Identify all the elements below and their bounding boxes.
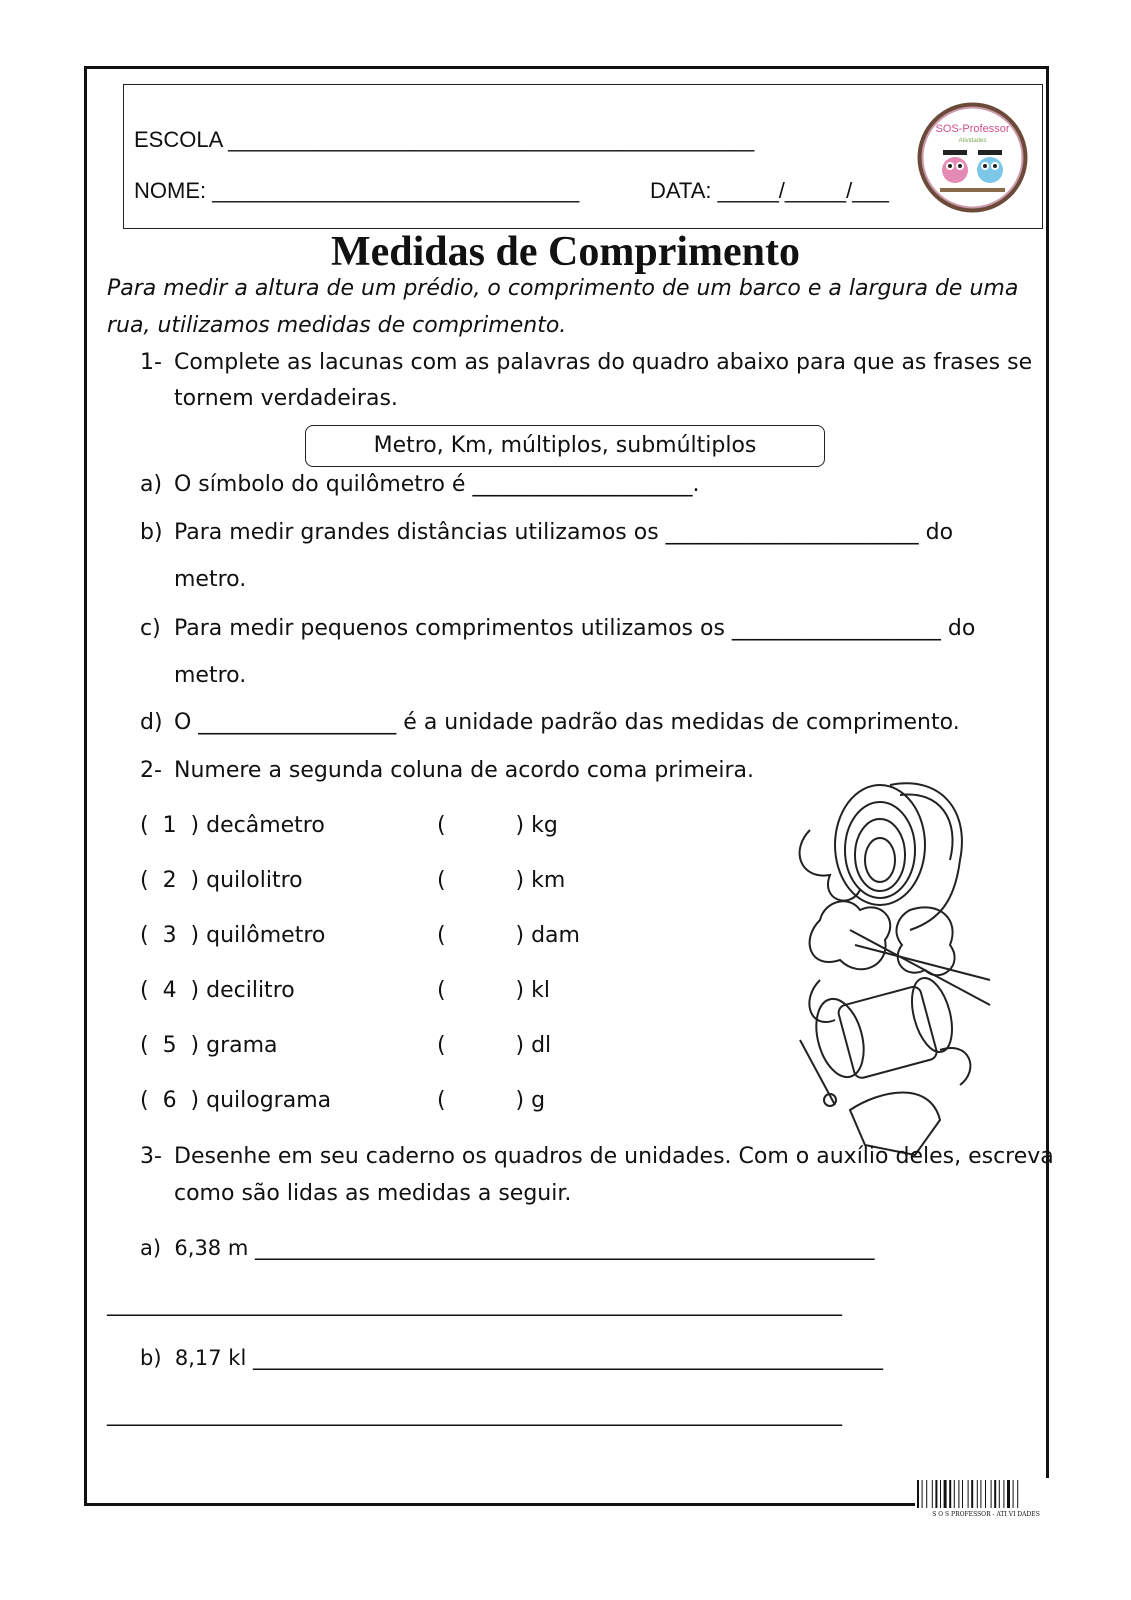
svg-text:SOS-Professor: SOS-Professor [935,123,1010,135]
q1b-text: Para medir grandes distâncias utilizamos os _______________________ do [174,520,954,545]
q2-left-item: ( 1 ) decâmetro [140,813,325,838]
header-box [123,84,1043,229]
q2-right-item: ( ) g [437,1088,546,1113]
barcode-bar [977,1480,978,1508]
q3-number: 3- [140,1144,162,1169]
q1-text-line-1: Complete as lacunas com as palavras do quadro abaixo para que as frases se [174,350,1033,375]
q2-right-item: ( ) kl [437,978,550,1003]
barcode-bar [980,1480,981,1508]
q1b-letter: b) [140,520,163,545]
q2-right-item: ( ) dam [437,923,580,948]
q1-number: 1- [140,350,162,375]
q1a-text: O símbolo do quilômetro é ____________________. [174,472,700,497]
q2-left-item: ( 5 ) grama [140,1033,278,1058]
barcode-bar [1007,1480,1010,1508]
q1-text-line-2: tornem verdadeiras. [174,386,398,411]
barcode-bar [932,1480,933,1508]
q1d-letter: d) [140,710,163,735]
barcode-bar [949,1480,951,1508]
q1c-text-cont: metro. [174,663,247,688]
date-field: DATA: _____/_____/___ [650,178,889,203]
q1d-text: O __________________ é a unidade padrão das medidas de comprimento. [174,710,960,735]
q2-left-item: ( 6 ) quilograma [140,1088,332,1113]
q2-right-item: ( ) dl [437,1033,552,1058]
q2-left-item: ( 4 ) decilitro [140,978,295,1003]
name-field: NOME: ______________________________ [134,178,580,203]
barcode-bar [994,1480,996,1508]
q1c-letter: c) [140,616,161,641]
barcode-bar [1003,1480,1004,1508]
sewing-tape-measure-illustration [790,770,995,1160]
q3b-extra-line: ______________________________________________________________________ [107,1402,842,1426]
q2-left-item: ( 2 ) quilolitro [140,868,303,893]
q3a-extra-line: ______________________________________________________________________ [107,1292,842,1316]
barcode-bar [926,1480,927,1508]
q2-right-item: ( ) kg [437,813,558,838]
svg-text:Atividades: Atividades [958,138,987,144]
svg-text:S O S PROFESSOR - ATI VI DADES: S O S PROFESSOR - ATI VI DADES [932,1511,1040,1518]
q1b-text-cont: metro. [174,567,247,592]
barcode-bar [940,1480,941,1508]
q2-left-item: ( 3 ) quilômetro [140,923,326,948]
q2-number: 2- [140,758,162,783]
q1a-letter: a) [140,472,163,497]
q3a-answer-line: a) 6,38 m ___________________________________________________________ [140,1236,875,1260]
barcode-bar [954,1480,955,1508]
q3b-answer-line: b) 8,17 kl ____________________________________________________________ [140,1346,883,1370]
barcode-bar [958,1480,959,1508]
barcode-bar [922,1480,923,1508]
q2-text: Numere a segunda coluna de acordo coma primeira. [174,758,755,783]
intro-line-2: rua, utilizamos medidas de comprimento. [107,313,567,338]
q1c-text: Para medir pequenos comprimentos utilizamos os ___________________ do [174,616,976,641]
q2-right-item: ( ) km [437,868,566,893]
barcode [915,1478,1057,1518]
sos-professor-logo [915,100,1030,215]
word-bank-box: Metro, Km, múltiplos, submúltiplos [305,425,825,467]
barcode-bar [999,1480,1000,1508]
barcode-bar [985,1480,986,1508]
barcode-bar [1013,1480,1014,1508]
q3-text-line-2: como são lidas as medidas a seguir. [174,1181,572,1206]
page-title: Medidas de Comprimento [331,229,800,275]
q3-text-line-1: Desenhe em seu caderno os quadros de unidades. Com o auxílio deles, escreva [174,1144,1054,1169]
barcode-bar [935,1480,937,1508]
barcode-bar [968,1480,969,1508]
intro-line-1: Para medir a altura de um prédio, o comprimento de um barco e a largura de uma [107,276,1019,301]
barcode-bar [971,1480,973,1508]
barcode-bar [944,1480,947,1508]
barcode-bar [917,1480,919,1508]
barcode-bar [962,1480,963,1508]
barcode-bar [1017,1480,1018,1508]
barcode-bar [991,1480,992,1508]
school-field: ESCOLA ___________________________________________ [134,127,755,152]
